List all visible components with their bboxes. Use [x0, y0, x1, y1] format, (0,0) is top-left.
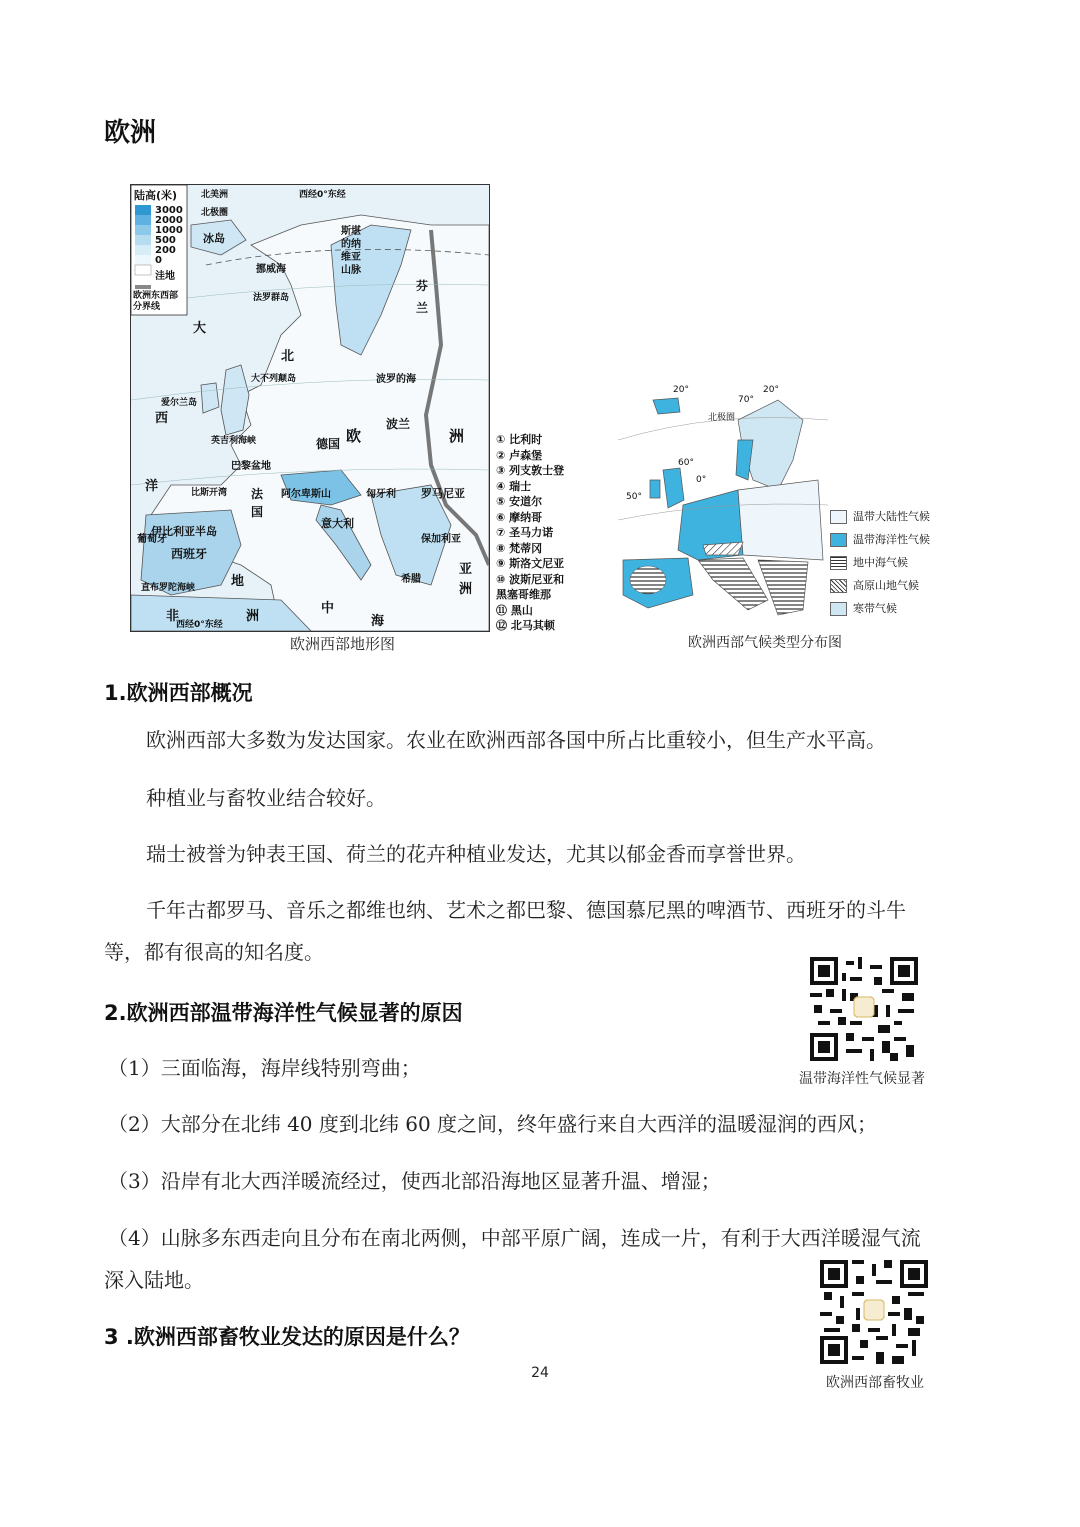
climate-label-lon0: 0°: [696, 475, 707, 485]
label-baltic: 波罗的海: [376, 374, 416, 385]
list-item: ⑩ 波斯尼亚和: [496, 572, 565, 586]
label-germany: 德国: [316, 437, 341, 451]
legend-title: 陆高(米): [134, 189, 178, 202]
swatch-continental: [830, 510, 847, 524]
climate-label-lat60: 60°: [678, 458, 694, 468]
swatch-mediterranean: [830, 556, 847, 570]
label-finland: 芬兰: [416, 279, 429, 315]
section-2-item-4-cont: 深入陆地。: [104, 1268, 204, 1292]
climate-label-lon20e: 20°: [763, 385, 779, 395]
legend-level-2000: 2000: [155, 215, 183, 226]
list-item: ⑨ 斯洛文尼亚: [496, 557, 565, 570]
label-portugal: 葡萄牙: [137, 534, 167, 545]
label-atlantic-xi: 西: [155, 411, 169, 426]
climate-map: [618, 380, 828, 625]
section-1-para-4: 千年古都罗马、音乐之都维也纳、艺术之都巴黎、德国慕尼黑的啤酒节、西班牙的斗牛: [146, 898, 906, 922]
numbered-country-list: [496, 432, 616, 634]
climate-legend-item: [830, 531, 950, 547]
climate-legend-item: [830, 508, 950, 524]
list-item: ⑥ 摩纳哥: [496, 510, 543, 524]
list-item: ⑧ 梵蒂冈: [496, 541, 543, 555]
label-paris-basin: 巴黎盆地: [231, 461, 271, 472]
label-greece: 希腊: [401, 574, 421, 585]
label-faroe: 法罗群岛: [253, 293, 290, 303]
climate-legend: [830, 508, 950, 616]
label-britain: 大不列颠岛: [251, 374, 297, 384]
qr-code[interactable]: [820, 1259, 928, 1369]
topographic-map-caption: 欧洲西部地形图: [290, 635, 396, 653]
legend-level-1000: 1000: [155, 225, 183, 236]
legend-level-3000: 3000: [155, 205, 183, 216]
climate-label-lat70: 70°: [738, 395, 754, 405]
qr-code[interactable]: [810, 957, 918, 1065]
swatch-highland: [830, 579, 847, 593]
topographic-map: [130, 184, 490, 632]
label-asia: 亚洲: [459, 562, 473, 597]
list-item: ⑪ 黑山: [496, 603, 533, 617]
section-1-para-5: 等，都有很高的知名度。: [104, 940, 324, 964]
label-north-pole: 北极圈: [201, 208, 229, 218]
label-iceland: 冰岛: [203, 232, 225, 245]
climate-legend-item: [830, 600, 950, 616]
section-1-heading: 1.欧洲西部概况: [104, 681, 253, 705]
label-biscay: 比斯开湾: [191, 488, 228, 498]
label-poland: 波兰: [386, 417, 411, 431]
label-scandinavia: 斯堪的纳维亚山脉: [341, 226, 361, 276]
legend-label: 温带海洋性气候: [853, 533, 930, 546]
section-2-item-3: （3）沿岸有北大西洋暖流经过，使西北部沿海地区显著升温、增湿；: [108, 1169, 721, 1193]
list-item: ⑤ 安道尔: [496, 495, 543, 508]
climate-map-caption: 欧洲西部气候类型分布图: [688, 635, 842, 651]
label-norwegian-sea: 挪威海: [256, 264, 286, 275]
legend-level-depression: 洼地: [155, 271, 175, 282]
legend-label: 寒带气候: [853, 602, 897, 615]
label-english-channel: 英吉利海峡: [211, 436, 257, 446]
label-france: 法国: [251, 487, 264, 519]
section-2-item-2: （2）大部分在北纬 40 度到北纬 60 度之间，终年盛行来自大西洋的温暖湿润的西风；: [108, 1112, 878, 1136]
list-item: ③ 列支敦士登: [496, 464, 565, 477]
label-hungary: 匈牙利: [366, 489, 396, 500]
page-number: 24: [531, 1365, 549, 1381]
legend-label: 高原山地气候: [853, 579, 919, 592]
climate-label-lat50: 50°: [626, 492, 642, 502]
label-mediterranean-hai: 海: [371, 614, 385, 629]
label-atlantic-yang: 洋: [145, 479, 159, 494]
section-2-item-1: （1）三面临海，海岸线特别弯曲；: [108, 1056, 421, 1080]
label-gibraltar: 直布罗陀海峡: [141, 583, 196, 593]
climate-legend-item: [830, 577, 950, 593]
label-iberia: 伊比利亚半岛: [151, 525, 217, 538]
section-1-para-3: 瑞士被誉为钟表王国、荷兰的花卉种植业发达，尤其以郁金香而享誉世界。: [146, 842, 806, 866]
legend-divider-label: 欧洲东西部分界线: [133, 291, 179, 312]
label-spain: 西班牙: [171, 547, 208, 561]
list-item: ⑫ 北马其顿: [496, 619, 555, 632]
label-romania: 罗马尼亚: [421, 487, 465, 500]
list-item: ④ 瑞士: [496, 479, 532, 493]
label-north-sea: 北: [281, 349, 295, 364]
section-2-item-4: （4）山脉多东西走向且分布在南北两侧，中部平原广阔，连成一片，有利于大西洋暖湿气流: [108, 1226, 921, 1250]
label-atlantic-da: 大: [193, 321, 207, 336]
legend-level-500: 500: [155, 235, 176, 246]
label-italy: 意大利: [321, 517, 354, 530]
label-africa-fei: 非: [166, 609, 180, 624]
label-lon-top: 西经0°东经: [299, 190, 346, 200]
climate-label-north-pole: 北极圈: [708, 413, 736, 423]
label-ireland: 爱尔兰岛: [161, 398, 198, 408]
climate-label-lon20: 20°: [673, 385, 689, 395]
section-1-para-1: 欧洲西部大多数为发达国家。农业在欧洲西部各国中所占比重较小，但生产水平高。: [146, 728, 886, 752]
page-title: 欧洲: [104, 118, 157, 148]
section-2-heading: 2.欧洲西部温带海洋性气候显著的原因: [104, 1001, 463, 1025]
legend-label: 地中海气候: [853, 556, 908, 569]
qr-label: 温带海洋性气候显著: [799, 1071, 925, 1087]
list-item: 黑塞哥维那: [496, 588, 551, 601]
label-asia-zhou: 洲: [449, 427, 465, 445]
climate-legend-item: [830, 554, 950, 570]
section-3-heading: 3 .欧洲西部畜牧业发达的原因是什么？: [104, 1325, 470, 1349]
label-alps: 阿尔卑斯山: [281, 489, 331, 500]
label-mediterranean-di: 地: [231, 574, 245, 589]
swatch-polar: [830, 602, 847, 616]
legend-level-0: 0: [155, 255, 162, 266]
section-1-para-2: 种植业与畜牧业结合较好。: [146, 786, 386, 810]
legend-label: 温带大陆性气候: [853, 510, 930, 523]
swatch-oceanic: [830, 533, 847, 547]
label-africa-zhou: 洲: [246, 609, 260, 624]
list-item: ① 比利时: [496, 433, 543, 446]
list-item: ② 卢森堡: [496, 448, 543, 462]
list-item: ⑦ 圣马力诺: [496, 526, 554, 539]
label-north-america: 北美洲: [201, 190, 229, 200]
label-lon-bottom: 西经0°东经: [176, 620, 223, 630]
label-bulgaria: 保加利亚: [421, 534, 461, 545]
label-europe: 欧: [346, 427, 362, 445]
label-mediterranean-zhong: 中: [321, 601, 335, 616]
legend-level-200: 200: [155, 245, 176, 256]
qr-label: 欧洲西部畜牧业: [826, 1375, 924, 1391]
